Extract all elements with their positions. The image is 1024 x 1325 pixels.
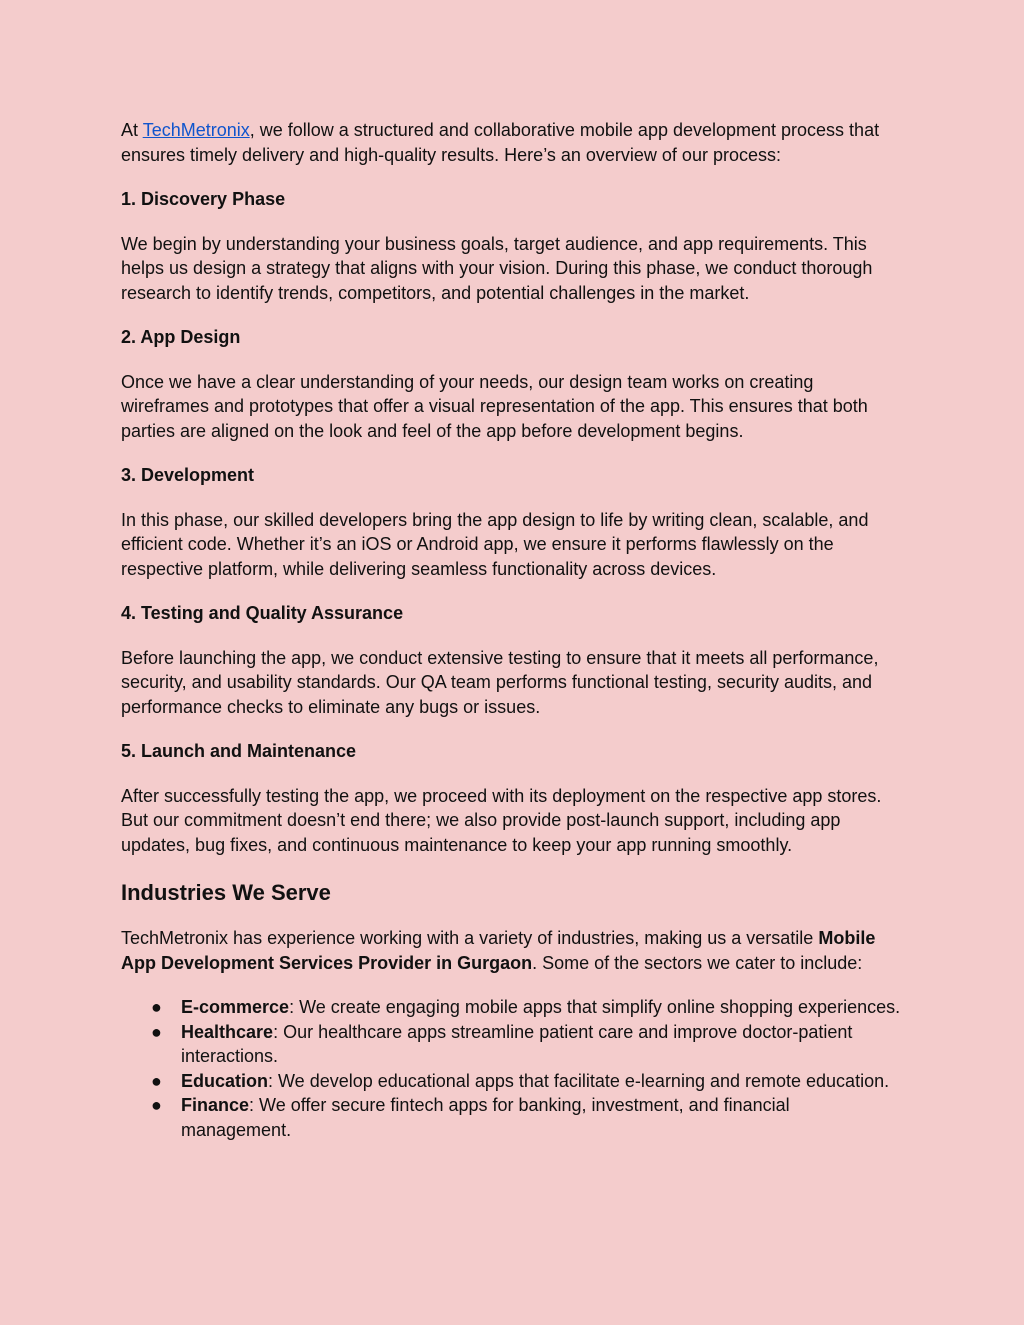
bullet-icon: ● xyxy=(151,1095,162,1115)
step-body-discovery: We begin by understanding your business goals, target audience, and app requirements. This helps us design a strategy that aligns with your vision. During this phase, we conduct thorough research to identify trends, competitors, and potential challenges in the market. xyxy=(121,233,873,303)
step-body-development: In this phase, our skilled developers bring the app design to life by writing clean, scalable, and efficient code. Whether it’s an iOS or Android app, we ensure it performs flawlessly on the respective platform, while delivering seamless functionality across devices. xyxy=(121,509,869,579)
industry-name: Finance xyxy=(181,1095,250,1115)
intro-prefix: At xyxy=(121,120,143,140)
step-heading-testing: 4. Testing and Quality Assurance xyxy=(121,603,404,623)
industry-name: Healthcare xyxy=(181,1021,274,1042)
step-body-launch: After successfully testing the app, we proceed with its deployment on the respective app stores. But our commitment doesn’t end there; we also provide post-launch support, including app updates, bug fixes, and continuous maintenance to keep your app running smoothly. xyxy=(121,785,882,855)
intro-paragraph xyxy=(121,118,904,167)
industry-name: Education xyxy=(181,1070,269,1091)
intro-suffix: , we follow a structured and collaborative mobile app development process that ensures timely delivery and high-quality results. Here’s an overview of our process: xyxy=(121,120,880,165)
bullet-icon: ● xyxy=(151,997,162,1017)
list-item xyxy=(151,1069,904,1094)
step-heading-launch: 5. Launch and Maintenance xyxy=(121,741,357,761)
industries-intro-bold: Mobile App Development Services Provider in Gurgaon xyxy=(121,928,876,973)
step-heading-discovery: 1. Discovery Phase xyxy=(121,189,286,209)
list-item xyxy=(151,1093,904,1142)
bullet-icon: ● xyxy=(151,1070,162,1091)
industry-description: : We develop educational apps that facilitate e-learning and remote education. xyxy=(268,1070,890,1091)
industry-name: E-commerce xyxy=(181,997,290,1017)
step-body-app-design: Once we have a clear understanding of your needs, our design team works on creating wireframes and prototypes that offer a visual representation of the app. This ensures that both parties are aligned on the look and feel of the app before development begins. xyxy=(121,371,868,441)
industries-intro-suffix: . Some of the sectors we cater to include: xyxy=(532,952,863,973)
industries-intro-paragraph xyxy=(121,926,904,975)
step-heading-development: 3. Development xyxy=(121,465,255,485)
industry-description: : We create engaging mobile apps that simplify online shopping experiences. xyxy=(289,997,901,1017)
industries-intro-prefix: TechMetronix has experience working with a variety of industries, making us a versatile xyxy=(121,928,819,948)
techmetronix-link[interactable]: TechMetronix xyxy=(142,120,250,140)
bullet-icon: ● xyxy=(151,1021,162,1042)
industry-description: : We offer secure fintech apps for banking, investment, and financial management. xyxy=(181,1095,790,1140)
list-item xyxy=(151,1020,904,1069)
step-body-testing: Before launching the app, we conduct extensive testing to ensure that it meets all performance, security, and usability standards. Our QA team performs functional testing, security audits, and performance checks to eliminate any bugs or issues. xyxy=(121,647,879,717)
step-heading-app-design: 2. App Design xyxy=(121,327,241,347)
list-item xyxy=(151,995,904,1020)
industry-description: : Our healthcare apps streamline patient care and improve doctor-patient interactions. xyxy=(181,1021,853,1066)
industries-heading: Industries We Serve xyxy=(121,880,331,905)
industries-list xyxy=(121,995,904,1142)
